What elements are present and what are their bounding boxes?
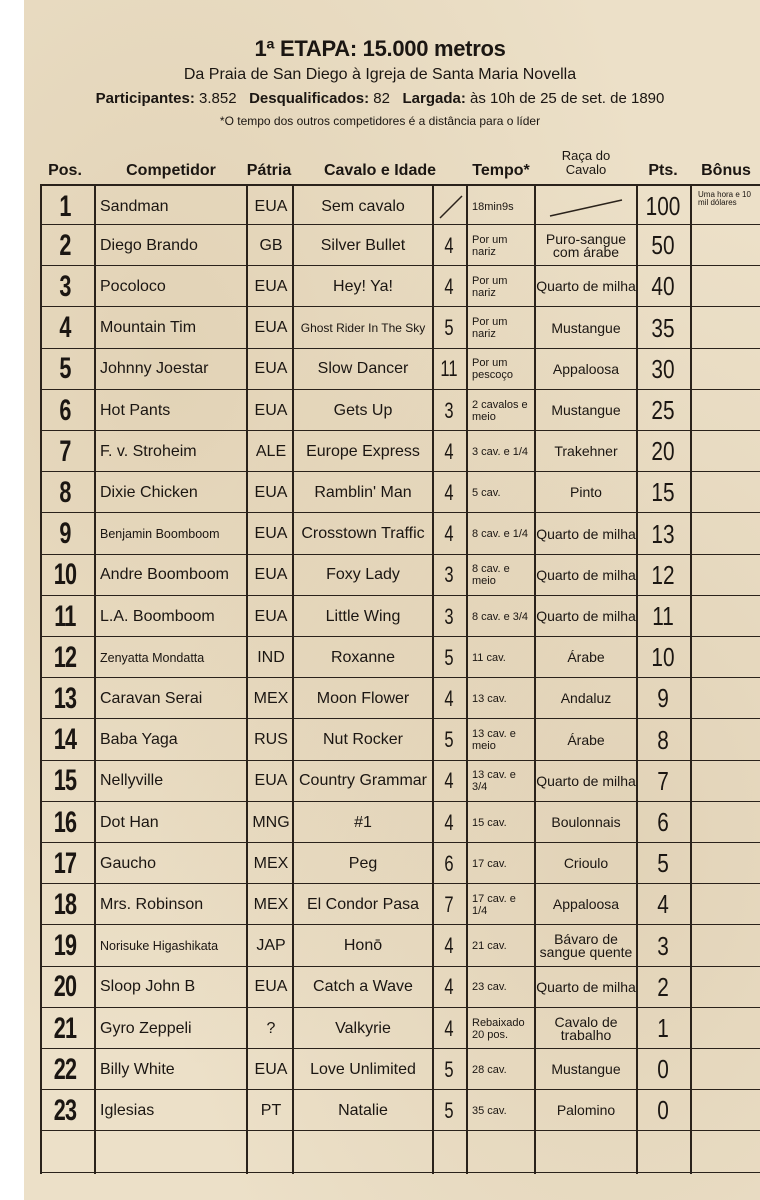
- country-code: JAP: [256, 937, 286, 955]
- points-value: 12: [651, 559, 675, 590]
- time-gap: 11 cav.: [472, 651, 506, 664]
- horse-name: Sem cavalo: [321, 197, 405, 215]
- country-code: EUA: [254, 319, 288, 337]
- horse-breed: Bávaro de sangue quente: [539, 931, 633, 961]
- horse-age: 5: [444, 727, 454, 753]
- col-breed: Raça do Cavalo: [561, 148, 611, 177]
- horse-breed: Quarto de milha: [536, 978, 636, 995]
- time-gap: 21 cav.: [472, 940, 507, 953]
- time-gap: Por um nariz: [472, 233, 508, 258]
- points-value: 8: [657, 724, 669, 755]
- horse-breed: Crioulo: [563, 855, 609, 872]
- time-gap: Rebaixado 20 pos.: [472, 1016, 525, 1041]
- table-row: [40, 926, 760, 967]
- bonus-text: [692, 266, 760, 307]
- horse-breed: Árabe: [567, 731, 605, 748]
- country-code: MEX: [253, 895, 289, 913]
- start-value: às 10h de 25 de set. de 1890: [470, 90, 665, 107]
- points-value: 10: [651, 642, 675, 673]
- points-value: 4: [657, 889, 669, 920]
- country-code: EUA: [254, 525, 288, 543]
- horse-age: 4: [444, 768, 454, 794]
- table-row: [40, 884, 760, 925]
- competitor-name: Mrs. Robinson: [100, 895, 204, 913]
- points-value: 30: [651, 353, 675, 384]
- start-label: Largada:: [402, 90, 466, 107]
- points-value: 1: [657, 1013, 669, 1043]
- time-gap: Por um pescoço: [472, 357, 513, 382]
- points-value: 2: [657, 971, 669, 1002]
- table-row: [40, 555, 760, 596]
- bonus-text: [692, 926, 760, 967]
- horse-breed: Pinto: [570, 484, 602, 501]
- competitor-name: Iglesias: [100, 1101, 155, 1119]
- points-value: 5: [657, 848, 669, 879]
- competitor-name: Pocoloco: [100, 277, 166, 295]
- competitor-name: Johnny Joestar: [100, 360, 209, 378]
- time-gap: 13 cav. e 3/4: [472, 769, 516, 794]
- horse-age: 11: [440, 356, 458, 382]
- horse-age: 4: [444, 685, 454, 711]
- horse-age: 7: [444, 891, 454, 917]
- bonus-text: [692, 555, 760, 596]
- time-gap: 18min9s: [472, 200, 514, 213]
- competitor-name: Norisuke Higashikata: [100, 939, 219, 954]
- table-row: [40, 1008, 760, 1049]
- horse-breed: Palomino: [556, 1102, 616, 1119]
- bonus-text: [692, 637, 760, 678]
- time-gap: 8 cav. e 3/4: [472, 610, 529, 623]
- country-code: MEX: [253, 854, 289, 872]
- time-gap: 8 cav. e meio: [472, 563, 510, 588]
- participants-value: 3.852: [199, 90, 237, 107]
- table-row: [40, 761, 760, 802]
- competitor-name: Benjamin Boomboom: [100, 527, 220, 542]
- horse-name: Silver Bullet: [320, 236, 406, 254]
- position-number: 18: [53, 887, 77, 921]
- horse-name: Love Unlimited: [310, 1060, 416, 1078]
- bonus-text: [692, 390, 760, 431]
- competitor-name: Billy White: [100, 1060, 175, 1078]
- col-country: Pátria: [246, 162, 292, 179]
- horse-age: 4: [444, 479, 454, 505]
- competitor-name: Sandman: [100, 197, 169, 215]
- horse-name: Nut Rocker: [322, 731, 404, 749]
- position-number: 20: [53, 970, 77, 1004]
- horse-name: Peg: [348, 854, 378, 872]
- horse-name: Hey! Ya!: [333, 277, 393, 295]
- participants-label: Participantes:: [95, 90, 195, 107]
- position-number: 23: [53, 1093, 77, 1127]
- disqualified-label: Desqualificados:: [249, 90, 370, 107]
- competitor-name: Sloop John B: [100, 978, 196, 996]
- points-value: 6: [657, 807, 669, 837]
- bonus-text: [692, 308, 760, 349]
- table-row: [40, 308, 760, 349]
- bonus-text: [692, 843, 760, 884]
- no-breed-slash: [546, 192, 626, 222]
- competitor-name: Gaucho: [100, 854, 157, 872]
- horse-name: Gets Up: [333, 401, 393, 419]
- position-number: 5: [59, 352, 71, 386]
- horse-breed: Quarto de milha: [536, 278, 636, 295]
- table-row: [40, 802, 760, 843]
- horse-age: 4: [444, 521, 454, 547]
- horse-name: Foxy Lady: [326, 566, 400, 584]
- table-row: [40, 1132, 760, 1173]
- competitor-name: Andre Boomboom: [100, 566, 229, 584]
- table-row: [40, 720, 760, 761]
- horse-age: 4: [444, 974, 454, 1000]
- position-number: 10: [53, 558, 77, 592]
- country-code: EUA: [254, 566, 288, 584]
- time-gap: 5 cav.: [472, 486, 501, 499]
- country-code: MNG: [252, 813, 290, 831]
- table-row: [40, 431, 760, 472]
- points-value: 3: [657, 930, 669, 961]
- horse-breed: Árabe: [567, 649, 605, 666]
- bonus-text: [692, 472, 760, 513]
- position-number: 2: [59, 228, 71, 262]
- country-code: EUA: [254, 1060, 288, 1078]
- table-row: [40, 514, 760, 555]
- country-code: PT: [260, 1101, 282, 1119]
- position-number: 14: [53, 723, 77, 757]
- time-gap: Por um nariz: [472, 274, 508, 299]
- horse-breed: Quarto de milha: [536, 608, 636, 624]
- horse-name: Valkyrie: [335, 1019, 391, 1037]
- competitor-name: Hot Pants: [100, 401, 171, 419]
- bonus-text: [692, 1008, 760, 1049]
- time-gap: 35 cav.: [472, 1104, 507, 1117]
- position-number: 7: [59, 434, 71, 468]
- horse-breed: Cavalo de trabalho: [554, 1013, 618, 1043]
- competitor-name: Gyro Zeppeli: [100, 1019, 192, 1037]
- position-number: 6: [59, 393, 71, 427]
- table-row: [40, 967, 760, 1008]
- position-number: 22: [53, 1052, 77, 1086]
- position-number: 3: [59, 269, 71, 303]
- horse-name: Honō: [343, 937, 383, 955]
- time-gap: 13 cav. e meio: [472, 728, 516, 753]
- table-row: [40, 1090, 760, 1131]
- horse-name: Country Grammar: [298, 772, 428, 790]
- position-number: 19: [53, 929, 77, 963]
- time-gap: Por um nariz: [472, 316, 508, 341]
- col-horse-age: Cavalo e Idade: [323, 162, 437, 179]
- table-row: [40, 1049, 760, 1090]
- time-note: *O tempo dos outros competidores é a distância para o líder: [219, 114, 541, 128]
- horse-age: 3: [444, 397, 454, 423]
- position-number: 8: [59, 475, 71, 509]
- horse-breed: Quarto de milha: [536, 525, 636, 542]
- bonus-text: [692, 1090, 760, 1131]
- table-row: [40, 349, 760, 390]
- stage-route: Da Praia de San Diego à Igreja de Santa Maria Novella: [183, 66, 577, 83]
- bonus-text: [692, 349, 760, 390]
- bonus-text: [692, 678, 760, 719]
- horse-age: 4: [444, 809, 454, 835]
- horse-name: El Condor Pasa: [306, 895, 420, 913]
- time-gap: 15 cav.: [472, 816, 507, 829]
- horse-breed: Puro-sangue com árabe: [545, 230, 627, 260]
- col-time: Tempo*: [472, 162, 530, 179]
- horse-breed: Appaloosa: [552, 360, 620, 377]
- bonus-text: [692, 225, 760, 266]
- competitor-name: Baba Yaga: [100, 731, 178, 749]
- horse-age: 5: [444, 315, 454, 341]
- position-number: 16: [53, 805, 77, 839]
- competitor-name: Caravan Serai: [100, 689, 203, 707]
- country-code: GB: [259, 236, 283, 254]
- bonus-text: [692, 720, 760, 761]
- horse-breed: Mustangue: [551, 1061, 621, 1078]
- country-code: ?: [266, 1019, 276, 1037]
- position-number: 9: [59, 517, 71, 551]
- table-row: [40, 678, 760, 719]
- bonus-text: [692, 761, 760, 802]
- country-code: RUS: [254, 731, 288, 749]
- horse-name: Crosstown Traffic: [301, 525, 425, 543]
- country-code: EUA: [254, 978, 288, 996]
- position-number: 11: [54, 599, 76, 633]
- col-competitor: Competidor: [126, 162, 216, 179]
- horse-name: Ghost Rider In The Sky: [300, 321, 426, 336]
- time-gap: 28 cav.: [472, 1063, 507, 1076]
- points-value: 25: [651, 395, 675, 425]
- horse-age: 3: [444, 562, 454, 588]
- disqualified-value: 82: [373, 90, 390, 107]
- bonus-text: [692, 514, 760, 555]
- position-number: 17: [53, 846, 77, 880]
- horse-name: #1: [354, 813, 372, 831]
- bonus-text: [692, 967, 760, 1008]
- table-row: [40, 843, 760, 884]
- points-value: 20: [651, 436, 675, 467]
- horse-age: 4: [444, 438, 454, 464]
- time-gap: 23 cav.: [472, 981, 507, 994]
- points-value: 9: [657, 683, 669, 714]
- time-gap: 3 cav. e 1/4: [472, 445, 529, 458]
- points-value: 13: [651, 518, 675, 549]
- horse-age: 6: [444, 850, 454, 876]
- horse-name: Little Wing: [325, 607, 401, 625]
- competitor-name: Mountain Tim: [100, 319, 197, 337]
- stage-info: [0, 90, 760, 107]
- col-points: Pts.: [648, 162, 678, 179]
- time-gap: 17 cav. e 1/4: [472, 892, 516, 917]
- position-number: 21: [53, 1011, 77, 1045]
- horse-breed: Mustangue: [551, 402, 621, 418]
- points-value: 100: [645, 191, 681, 221]
- bonus-text: [692, 884, 760, 925]
- country-code: EUA: [254, 277, 288, 295]
- points-value: 0: [657, 1095, 669, 1126]
- country-code: EUA: [254, 360, 288, 378]
- bonus-text: [692, 431, 760, 472]
- time-gap: 17 cav.: [472, 857, 507, 870]
- table-row: [40, 596, 760, 637]
- country-code: IND: [257, 648, 285, 666]
- position-number: 15: [53, 764, 77, 798]
- competitor-name: Nellyville: [100, 772, 164, 790]
- bonus-text: [692, 1049, 760, 1090]
- horse-age: 5: [444, 1056, 454, 1082]
- position-number: 12: [53, 640, 77, 674]
- competitor-name: Dot Han: [100, 813, 159, 831]
- competitor-name: F. v. Stroheim: [100, 442, 197, 460]
- points-value: 7: [657, 765, 669, 796]
- bonus-text: [692, 596, 760, 637]
- competitor-name: Zenyatta Mondatta: [100, 650, 205, 665]
- horse-breed: Andaluz: [560, 690, 612, 707]
- country-code: EUA: [254, 483, 288, 501]
- bonus-text: Uma hora e 10 mil dólares: [698, 190, 751, 207]
- table-row: [40, 225, 760, 266]
- points-value: 50: [651, 230, 675, 261]
- table-row: [40, 266, 760, 307]
- competitor-name: Diego Brando: [100, 236, 198, 254]
- horse-name: Slow Dancer: [317, 360, 409, 378]
- position-number: 1: [59, 189, 71, 223]
- horse-age: 5: [444, 644, 454, 670]
- table-row: [40, 184, 760, 225]
- col-pos: Pos.: [48, 162, 82, 179]
- points-value: 35: [651, 312, 675, 343]
- country-code: ALE: [255, 442, 287, 460]
- position-number: 4: [59, 311, 71, 345]
- horse-age: 4: [444, 933, 454, 959]
- horse-age: 4: [444, 232, 454, 258]
- country-code: EUA: [254, 401, 288, 419]
- horse-age: 4: [444, 273, 454, 299]
- table-row: [40, 637, 760, 678]
- time-gap: 8 cav. e 1/4: [472, 528, 529, 541]
- col-bonus: Bônus: [701, 162, 751, 179]
- bonus-text: [692, 802, 760, 843]
- competitor-name: Dixie Chicken: [100, 483, 198, 501]
- horse-name: Europe Express: [306, 442, 420, 460]
- country-code: EUA: [254, 607, 288, 625]
- horse-name: Natalie: [338, 1101, 388, 1119]
- horse-breed: Quarto de milha: [536, 566, 636, 583]
- horse-age: 4: [444, 1015, 454, 1041]
- time-gap: 2 cavalos e meio: [472, 398, 528, 423]
- no-age-slash: [436, 192, 466, 222]
- horse-breed: Mustangue: [551, 319, 621, 336]
- horse-name: Roxanne: [330, 648, 396, 666]
- points-value: 0: [657, 1054, 669, 1085]
- points-value: 11: [652, 601, 674, 631]
- table-row: [40, 472, 760, 513]
- points-value: 40: [651, 271, 675, 302]
- horse-name: Moon Flower: [316, 689, 410, 707]
- position-number: 13: [53, 681, 77, 715]
- horse-age: 3: [444, 603, 454, 629]
- horse-breed: Boulonnais: [551, 814, 621, 830]
- country-code: MEX: [253, 689, 289, 707]
- time-gap: 13 cav.: [472, 692, 507, 705]
- horse-name: Ramblin' Man: [314, 483, 412, 501]
- country-code: EUA: [254, 772, 288, 790]
- horse-age: 5: [444, 1097, 454, 1123]
- horse-breed: Quarto de milha: [536, 772, 636, 789]
- country-code: EUA: [254, 197, 288, 215]
- table-row: [40, 390, 760, 431]
- horse-breed: Appaloosa: [552, 896, 620, 913]
- points-value: 15: [651, 477, 675, 508]
- competitor-name: L.A. Boomboom: [100, 607, 215, 625]
- horse-name: Catch a Wave: [313, 978, 413, 996]
- horse-breed: Trakehner: [554, 443, 618, 460]
- page-title: 1ª ETAPA: 15.000 metros: [254, 36, 506, 61]
